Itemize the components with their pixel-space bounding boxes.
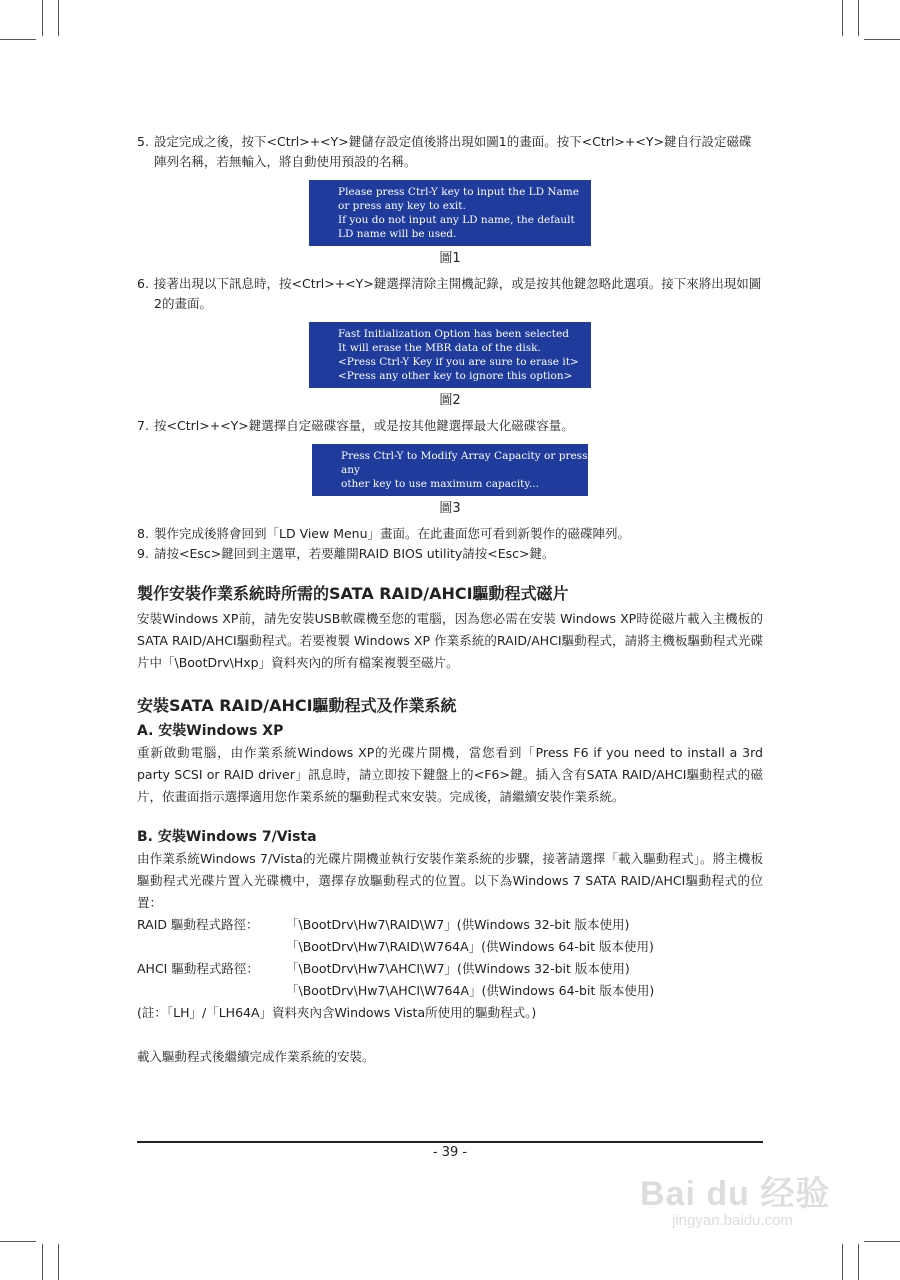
- step-number: 8.: [137, 526, 149, 541]
- step-number: 6.: [137, 276, 149, 291]
- crop-mark: [58, 0, 59, 36]
- bios-line: Fast Initialization Option has been selected: [338, 328, 569, 340]
- crop-mark: [864, 39, 900, 40]
- bios-line: or press any key to exit.: [338, 200, 466, 212]
- crop-mark: [58, 1244, 59, 1280]
- step-text: 設定完成之後，按下<Ctrl>+<Y>鍵儲存設定值後將出現如圖1的畫面。按下<Ctrl>+<Y>鍵自行設定磁碟陣列名稱，若無輸入，將自動使用預設的名稱。: [154, 134, 752, 169]
- step-number: 7.: [137, 418, 149, 433]
- bios-line: Press Ctrl-Y to Modify Array Capacity or press any: [341, 450, 588, 476]
- path-value: 「\BootDrv\Hw7\AHCI\W7」(供Windows 32-bit 版本使用): [286, 961, 630, 976]
- step-number: 5.: [137, 134, 149, 149]
- bios-line: LD name will be used.: [338, 228, 457, 240]
- subsection-body: 由作業系統Windows 7/Vista的光碟片開機並執行安裝作業系統的步驟，接著請選擇「載入驅動程式」。將主機板驅動程式光碟片置入光碟機中，選擇存放驅動程式的位置。以下為Windows 7 SATA RAID/AHCI驅動程式的位置：: [137, 851, 763, 910]
- crop-mark: [42, 0, 43, 36]
- crop-mark: [0, 39, 36, 40]
- figure-caption: 圖1: [439, 251, 461, 266]
- step-text: 接著出現以下訊息時，按<Ctrl>+<Y>鍵選擇清除主開機記錄，或是按其他鍵忽略此選項。接下來將出現如圖2的畫面。: [154, 276, 762, 311]
- path-value: 「\BootDrv\Hw7\AHCI\W764A」(供Windows 64-bit 版本使用): [286, 983, 655, 998]
- crop-mark: [858, 0, 859, 36]
- page-number: - 39 -: [432, 1145, 468, 1160]
- crop-mark: [0, 1241, 36, 1242]
- bios-message-box: [309, 180, 591, 246]
- subsection-body: 重新啟動電腦，由作業系統Windows XP的光碟片開機，當您看到「Press F6 if you need to install a 3rd party SCSI or RAID driver」訊息時，請立即按下鍵盤上的<F6>鍵。插入含有SATA RAID/AHCI驅動程式的磁片，依畫面指示選擇適用您作業系統的驅動程式來安裝。完成後，請繼續安裝作業系統。: [137, 745, 763, 804]
- crop-mark: [858, 1244, 859, 1280]
- crop-mark: [842, 1244, 843, 1280]
- path-label: AHCI 驅動程式路徑：: [137, 961, 259, 976]
- bios-line: other key to use maximum capacity...: [341, 478, 539, 490]
- closing-text: 載入驅動程式後繼續完成作業系統的安裝。: [137, 1049, 375, 1064]
- section-title: 安裝SATA RAID/AHCI驅動程式及作業系統: [137, 696, 457, 715]
- footer-rule: [137, 1141, 763, 1143]
- step-8: [137, 524, 763, 544]
- path-value: 「\BootDrv\Hw7\RAID\W764A」(供Windows 64-bit 版本使用): [286, 939, 654, 954]
- subsection-title: A. 安裝Windows XP: [137, 723, 284, 739]
- figure-caption: 圖2: [439, 393, 461, 408]
- figure-caption: 圖3: [439, 501, 461, 516]
- step-number: 9.: [137, 546, 149, 561]
- bios-line: Please press Ctrl-Y key to input the LD Name: [338, 186, 579, 198]
- driver-path-row: [137, 958, 763, 980]
- bios-line: <Press Ctrl-Y Key if you are sure to erase it>: [338, 356, 579, 368]
- note-text: (註：「LH」/「LH64A」資料夾內含Windows Vista所使用的驅動程式。): [137, 1005, 537, 1020]
- step-5: [137, 132, 763, 172]
- step-text: 請按<Esc>鍵回到主選單，若要離開RAID BIOS utility請按<Esc>鍵。: [154, 546, 555, 561]
- step-text: 按<Ctrl>+<Y>鍵選擇自定磁碟容量，或是按其他鍵選擇最大化磁碟容量。: [154, 418, 574, 433]
- path-label: RAID 驅動程式路徑：: [137, 917, 259, 932]
- step-text: 製作完成後將會回到「LD View Menu」畫面。在此畫面您可看到新製作的磁碟陣列。: [154, 526, 631, 541]
- path-value: 「\BootDrv\Hw7\RAID\W7」(供Windows 32-bit 版本使用): [286, 917, 630, 932]
- subsection-title: B. 安裝Windows 7/Vista: [137, 829, 317, 845]
- bios-message-box: [309, 322, 591, 388]
- bios-line: <Press any other key to ignore this option>: [338, 370, 573, 382]
- bios-line: If you do not input any LD name, the default: [338, 214, 575, 226]
- step-7: [137, 416, 763, 436]
- crop-mark: [42, 1244, 43, 1280]
- bios-line: It will erase the MBR data of the disk.: [338, 342, 541, 354]
- baidu-watermark-logo: Bai du 经验: [640, 1175, 831, 1213]
- section-title: 製作安裝作業系統時所需的SATA RAID/AHCI驅動程式磁片: [137, 584, 569, 603]
- driver-path-row: [137, 914, 763, 936]
- driver-path-row: [137, 936, 763, 958]
- driver-path-row: [137, 980, 763, 1002]
- page-content: [137, 132, 763, 1068]
- bios-message-box: [312, 444, 588, 496]
- step-6: [137, 274, 763, 314]
- crop-mark: [864, 1241, 900, 1242]
- baidu-watermark-url: jingyan.baidu.com: [672, 1212, 793, 1229]
- step-9: [137, 544, 763, 564]
- crop-mark: [842, 0, 843, 36]
- section-body: 安裝Windows XP前，請先安裝USB軟碟機至您的電腦，因為您必需在安裝 Windows XP時從磁片載入主機板的SATA RAID/AHCI驅動程式。若要複製 Windows XP 作業系統的RAID/AHCI驅動程式，請將主機板驅動程式光碟片中「\BootDrv\Hxp」資料夾內的所有檔案複製至磁片。: [137, 611, 763, 670]
